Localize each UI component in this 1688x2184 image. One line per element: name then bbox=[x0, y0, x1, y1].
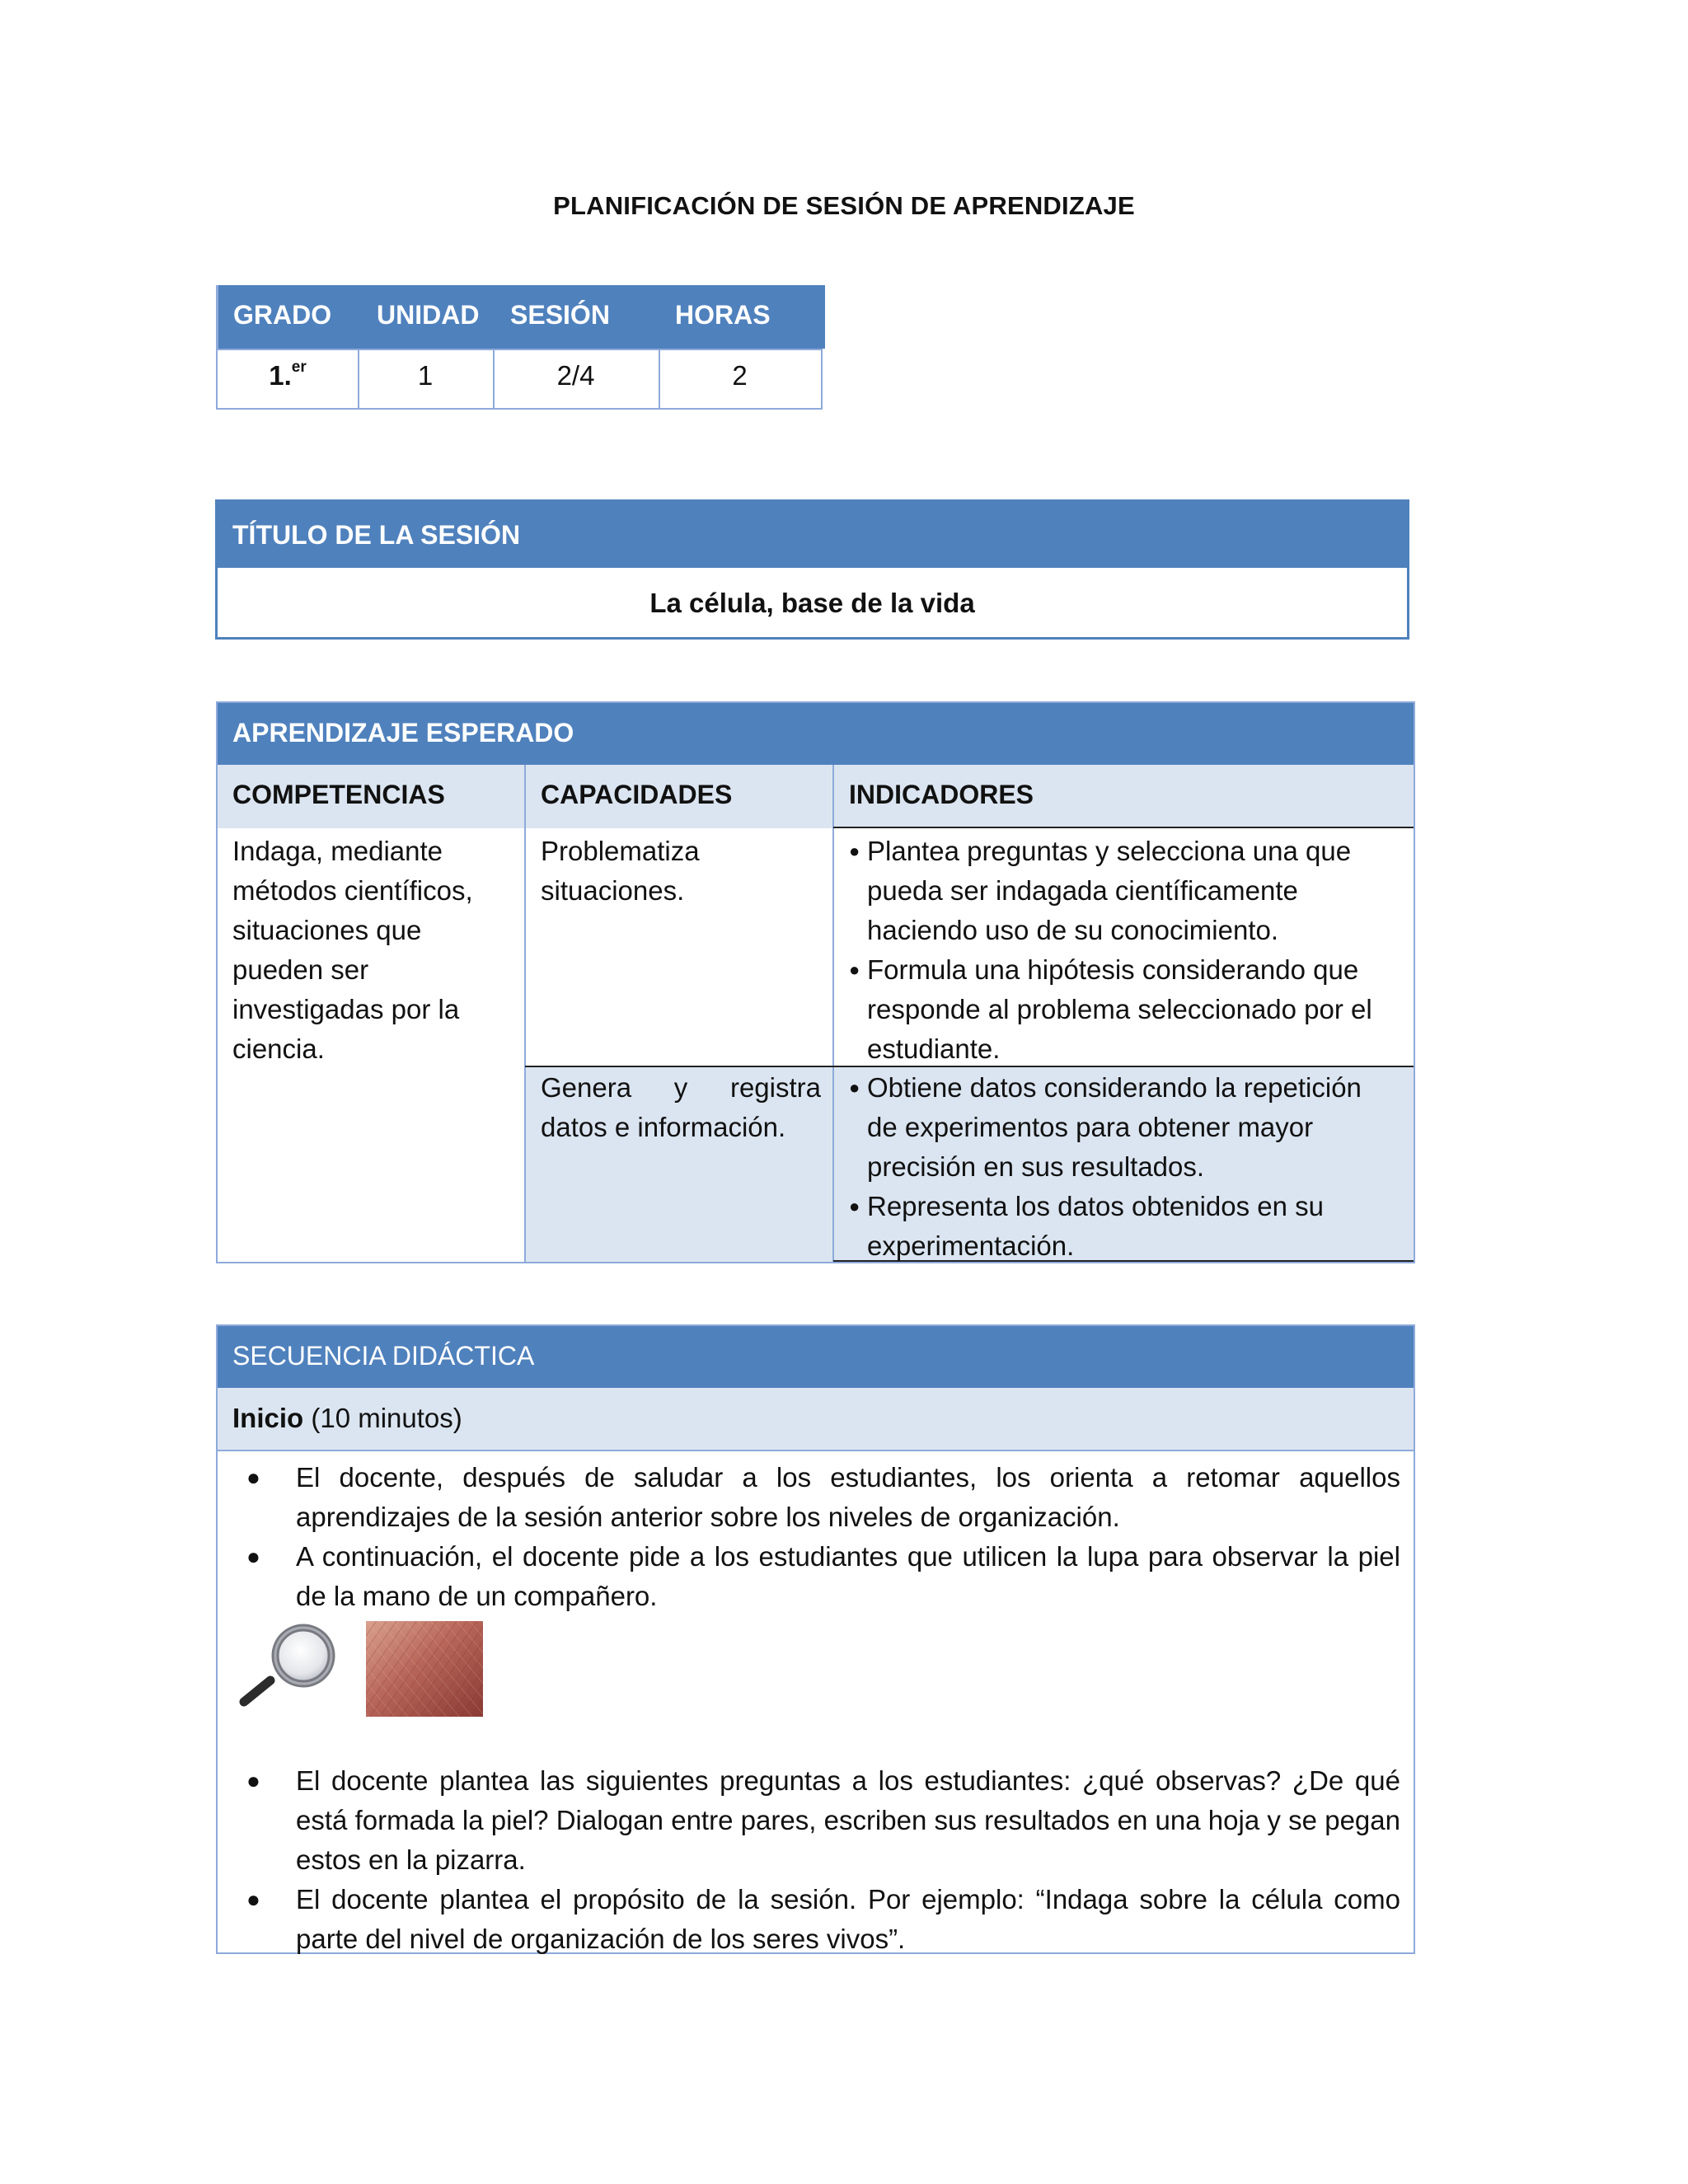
grade-header-sesion: SESIÓN bbox=[510, 300, 610, 330]
bullet-icon: ● bbox=[849, 1077, 860, 1098]
session-title-table bbox=[215, 499, 1409, 640]
document-title: PLANIFICACIÓN DE SESIÓN DE APRENDIZAJE bbox=[553, 191, 1135, 220]
column-capacidades: CAPACIDADES bbox=[541, 780, 733, 809]
grade-header-horas: HORAS bbox=[675, 300, 771, 330]
phase-header bbox=[218, 1388, 1414, 1451]
skin-photo bbox=[366, 1621, 483, 1717]
bullet-icon: ● bbox=[849, 959, 860, 980]
indicadores-2-list bbox=[849, 1068, 1409, 1266]
horas-value: 2 bbox=[732, 360, 748, 391]
grade-table-header bbox=[216, 285, 825, 349]
bullet-icon: ● bbox=[246, 1544, 260, 1569]
competencia-text: Indaga, mediante métodos científicos, situaciones que pueden ser investigadas por la ciencia. bbox=[232, 836, 473, 1064]
bullet-icon: ● bbox=[246, 1768, 260, 1793]
grade-header-unidad: UNIDAD bbox=[377, 300, 480, 330]
sesion-value: 2/4 bbox=[556, 360, 595, 391]
session-title-value: La célula, base de la vida bbox=[649, 588, 975, 618]
indicador-item: ● Formula una hipótesis considerando que responde al problema seleccionado por el estudiante. bbox=[849, 950, 1409, 1069]
grade-table-row bbox=[216, 349, 823, 410]
learning-table bbox=[216, 701, 1415, 1263]
indicador-item: ● Representa los datos obtenidos en su experimentación. bbox=[849, 1187, 1409, 1266]
sequence-item: ● El docente, después de saludar a los estudiantes, los orienta a retomar aquellos aprendizajes de la sesión anterior sobre los niveles de organización. bbox=[296, 1458, 1400, 1537]
column-indicadores: INDICADORES bbox=[849, 780, 1034, 809]
phase-label: Inicio bbox=[232, 1403, 304, 1433]
sequence-item: ● El docente plantea el propósito de la sesión. Por ejemplo: “Indaga sobre la célula como parte del nivel de organización de los seres vivos”. bbox=[296, 1880, 1400, 1959]
indicador-item: ● Obtiene datos considerando la repetición de experimentos para obtener mayor precisión en sus resultados. bbox=[849, 1068, 1409, 1187]
learning-header: APRENDIZAJE ESPERADO bbox=[218, 703, 1414, 765]
phase-time: (10 minutos) bbox=[303, 1403, 462, 1433]
bullet-icon: ● bbox=[246, 1465, 260, 1490]
indicadores-1-list bbox=[849, 832, 1409, 1069]
sequence-header: SECUENCIA DIDÁCTICA bbox=[218, 1326, 1414, 1388]
capacidad-2-text: Genera y registra datos e información. bbox=[541, 1072, 821, 1142]
unidad-value: 1 bbox=[417, 360, 434, 391]
grade-header-grado: GRADO bbox=[233, 300, 332, 330]
learning-column-headers bbox=[218, 765, 1414, 828]
sequence-item: ● A continuación, el docente pide a los estudiantes que utilicen la lupa para observar la piel de la mano de un compañero. bbox=[296, 1537, 1400, 1616]
bullet-icon: ● bbox=[849, 1196, 860, 1216]
capacidad-1-text: Problematiza situaciones. bbox=[541, 836, 700, 906]
column-competencias: COMPETENCIAS bbox=[232, 780, 445, 809]
sequence-item: ● El docente plantea las siguientes preguntas a los estudiantes: ¿qué observas? ¿De qué está formada la piel? Dialogan entre pares, escriben sus resultados en una hoja y se pegan estos en la pizarra. bbox=[296, 1761, 1400, 1880]
sequence-table bbox=[216, 1324, 1415, 1954]
bullet-icon: ● bbox=[849, 841, 860, 861]
grade-value: 1.$^{er}$ bbox=[269, 359, 307, 391]
bullet-icon: ● bbox=[246, 1886, 260, 1912]
session-title-header: TÍTULO DE LA SESIÓN bbox=[218, 502, 1407, 568]
indicador-item: ● Plantea preguntas y selecciona una que pueda ser indagada científicamente haciendo uso de su conocimiento. bbox=[849, 832, 1409, 950]
magnifying-glass-icon bbox=[237, 1621, 353, 1712]
